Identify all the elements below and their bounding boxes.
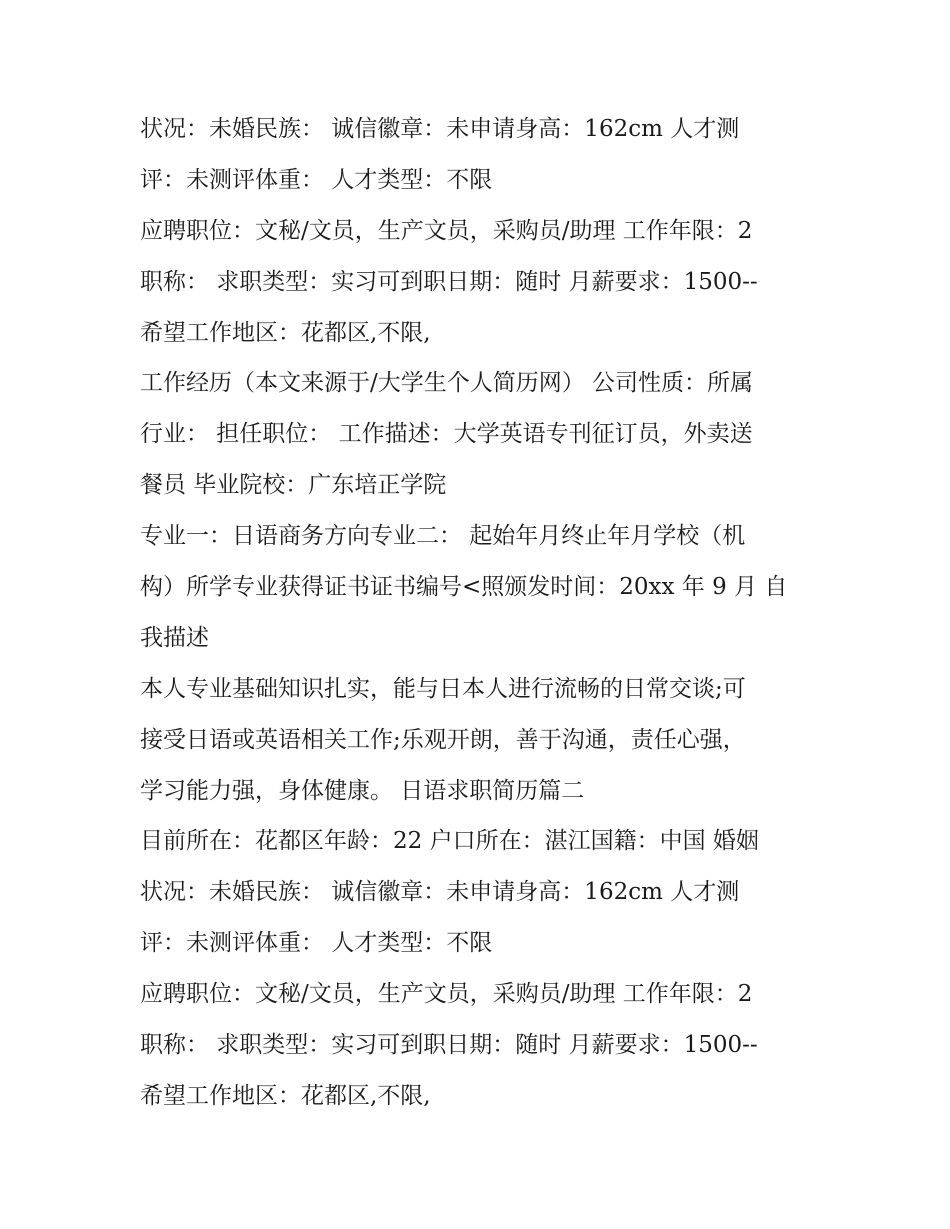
text-line: 专业一：日语商务方向专业二： 起始年月终止年月学校（机 xyxy=(140,523,746,550)
text-line: 职称： 求职类型：实习可到职日期：随时 月薪要求：1500-- xyxy=(140,1032,758,1059)
text-line: 应聘职位：文秘/文员，生产文员，采购员/助理 工作年限：2 xyxy=(140,217,753,244)
text-line: 我描述 xyxy=(140,624,209,651)
text-line: 目前所在：花都区年龄：22 户口所在：湛江国籍：中国 婚姻 xyxy=(140,828,759,855)
text-line: 本人专业基础知识扎实，能与日本人进行流畅的日常交谈;可 xyxy=(140,675,746,702)
text-line: 希望工作地区：花都区,不限, xyxy=(140,319,431,346)
text-line: 状况：未婚民族： 诚信徽章：未申请身高：162cm 人才测 xyxy=(140,879,740,906)
resume-text xyxy=(140,104,820,1122)
text-line: 状况：未婚民族： 诚信徽章：未申请身高：162cm 人才测 xyxy=(140,116,740,142)
text-line: 评：未测评体重： 人才类型：不限 xyxy=(140,930,493,957)
text-line: 接受日语或英语相关工作;乐观开朗，善于沟通，责任心强， xyxy=(140,726,746,753)
text-line: 希望工作地区：花都区,不限, xyxy=(140,1082,431,1109)
text-line: 学习能力强，身体健康。 日语求职简历篇二 xyxy=(140,777,585,804)
text-line: 工作经历（本文来源于/大学生个人简历网） 公司性质：所属 xyxy=(140,370,754,397)
text-line: 应聘职位：文秘/文员，生产文员，采购员/助理 工作年限：2 xyxy=(140,981,753,1008)
text-line: 行业： 担任职位： 工作描述：大学英语专刊征订员，外卖送 xyxy=(140,421,753,448)
text-line: 评：未测评体重： 人才类型：不限 xyxy=(140,166,493,193)
text-line: 餐员 毕业院校：广东培正学院 xyxy=(140,472,447,499)
text-line: 职称： 求职类型：实习可到职日期：随时 月薪要求：1500-- xyxy=(140,268,758,295)
text-line: 构）所学专业获得证书证书编号<照颁发时间：20xx 年 9 月 自 xyxy=(140,574,788,601)
